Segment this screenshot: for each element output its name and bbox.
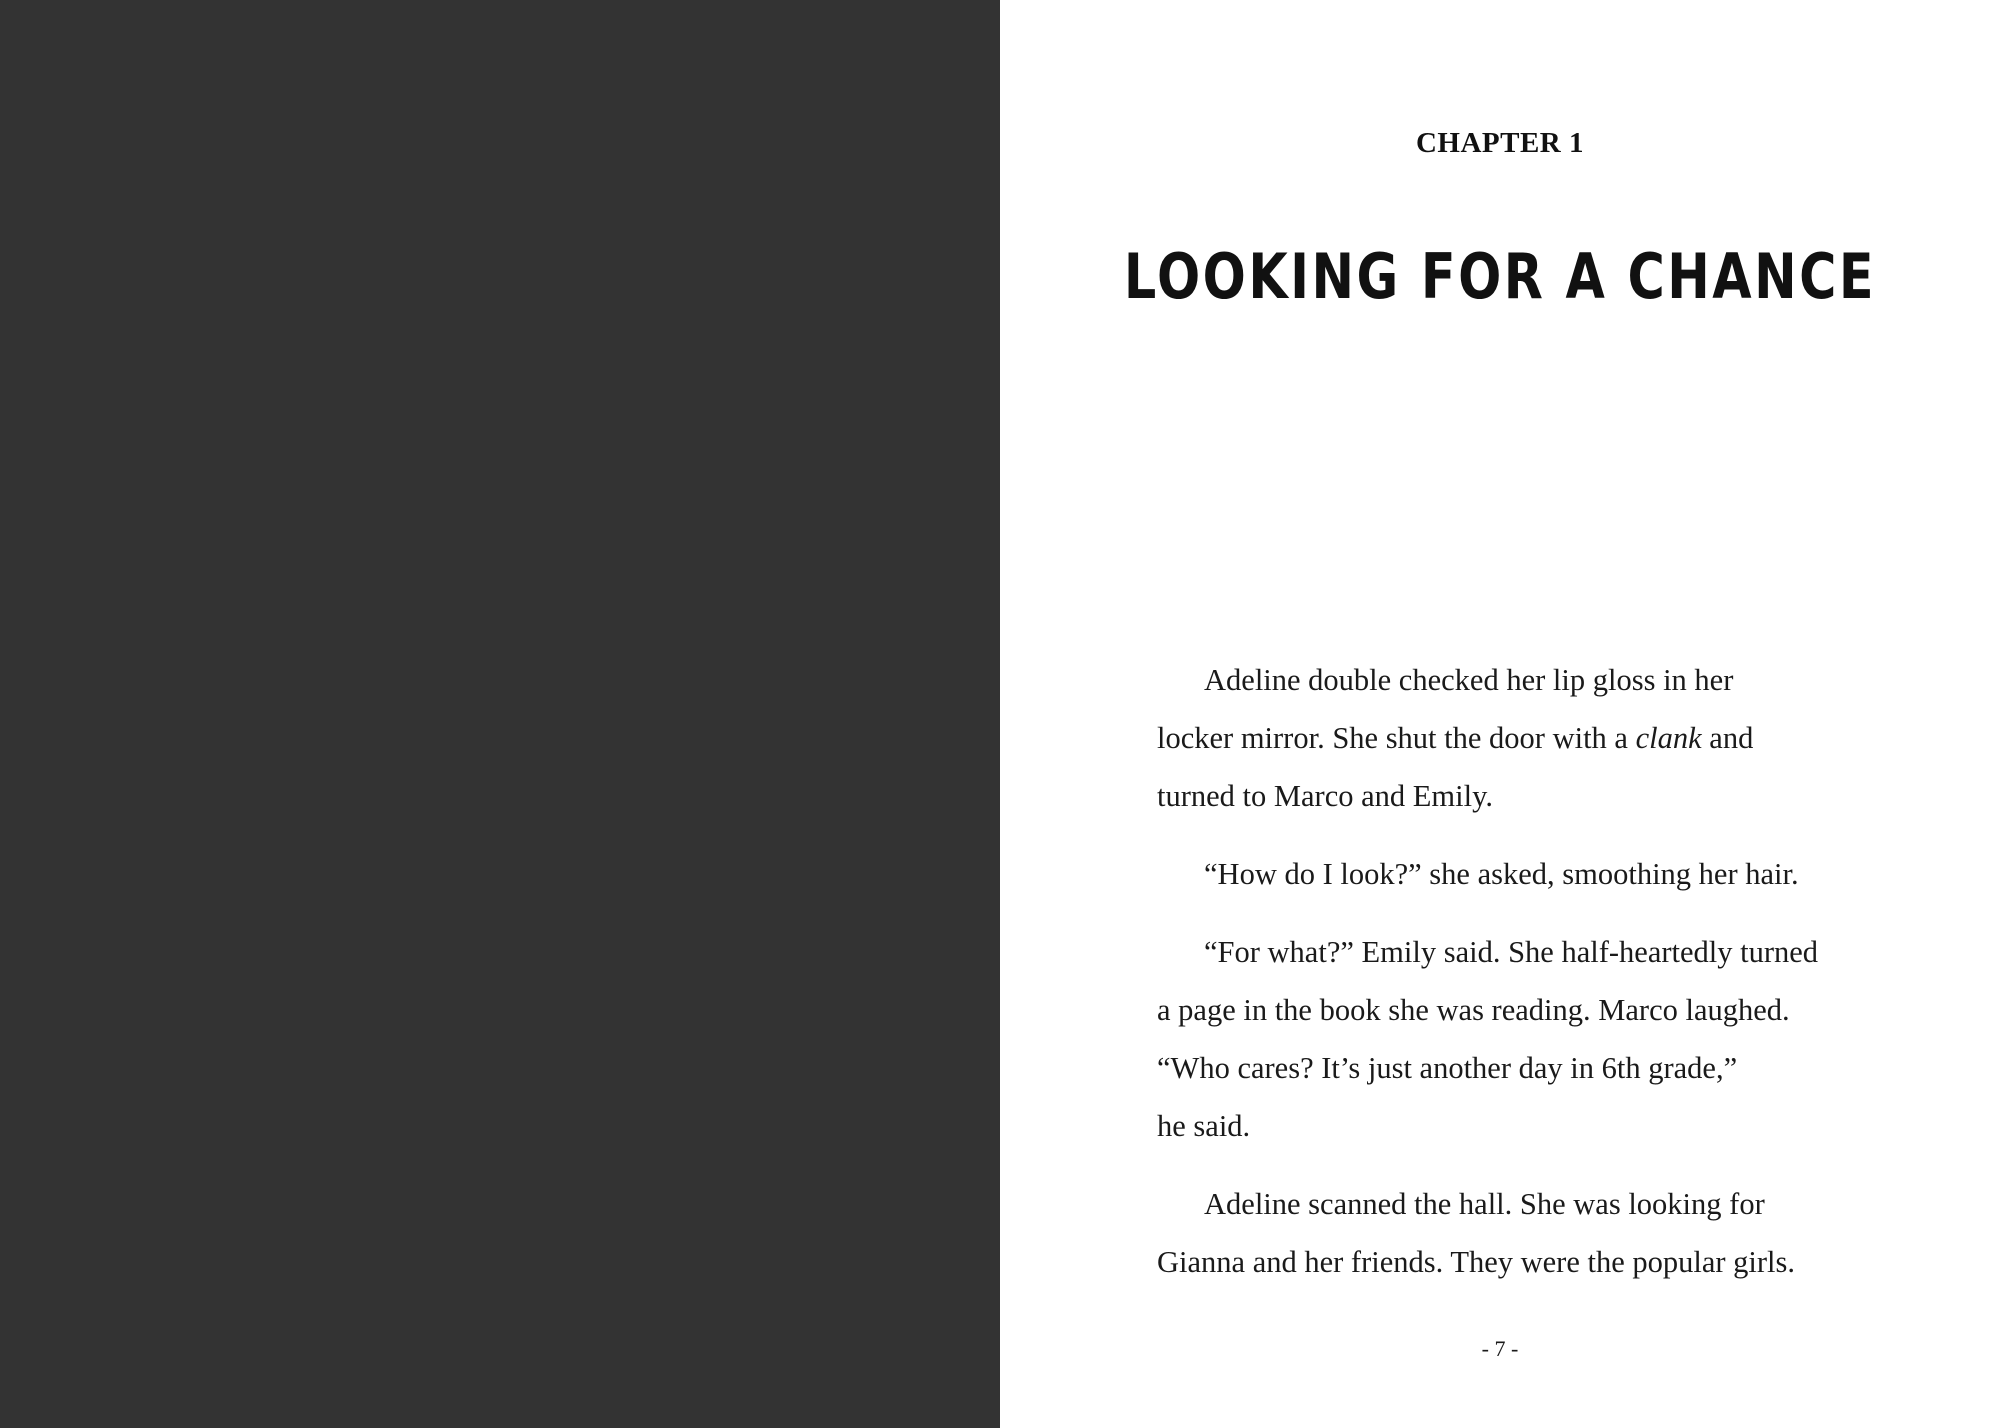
right-page — [1000, 0, 2000, 1428]
text-span: and — [1701, 721, 1754, 755]
text-line: Gianna and her friends. They were the popular girls. — [1157, 1245, 1796, 1279]
text-span: locker mirror. She shut the door with a — [1157, 721, 1636, 755]
body-text — [1157, 651, 1892, 1311]
chapter-title: LOOKING FOR A CHANCE — [1123, 240, 1877, 313]
text-line: “For what?” Emily said. She half-heartedly turned — [1204, 935, 1819, 969]
text-line: Adeline double checked her lip gloss in her — [1204, 663, 1734, 697]
text-line: “How do I look?” she asked, smoothing her hair. — [1204, 857, 1799, 891]
chapter-label: CHAPTER 1 — [1415, 127, 1585, 159]
paragraph-2 — [1157, 845, 1892, 903]
emphasis-word: clank — [1635, 721, 1702, 755]
page-number: - 7 - — [1481, 1336, 1519, 1361]
text-line: he said. — [1157, 1109, 1251, 1143]
paragraph-1 — [1157, 651, 1892, 825]
paragraph-3 — [1157, 923, 1892, 1155]
text-line: Adeline scanned the hall. She was looking for — [1204, 1187, 1765, 1221]
text-line: a page in the book she was reading. Marco laughed. — [1157, 993, 1790, 1027]
text-line — [1157, 709, 1892, 767]
text-line: “Who cares? It’s just another day in 6th grade,” — [1157, 1051, 1738, 1085]
paragraph-4 — [1157, 1175, 1892, 1291]
text-line: turned to Marco and Emily. — [1157, 779, 1493, 813]
